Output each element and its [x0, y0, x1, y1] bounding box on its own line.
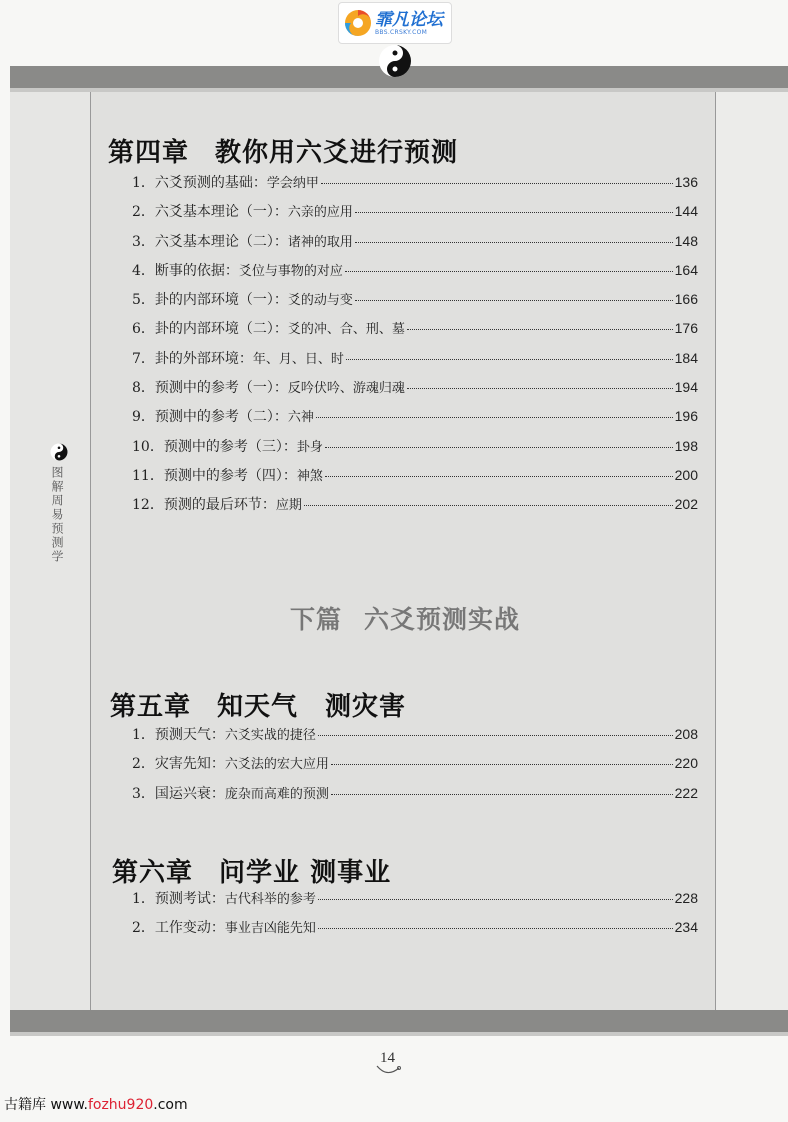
- toc-entry-heading: 预测中的参考（四）：: [163, 467, 297, 484]
- toc-entry-page: 166: [674, 291, 698, 308]
- toc-entry: [132, 917, 698, 946]
- dot-leader: [318, 899, 673, 900]
- toc-entry-number: 3．: [132, 233, 155, 250]
- part-title: 六爻预测实战: [364, 605, 521, 634]
- toc-entry-number: 2．: [132, 920, 155, 937]
- toc-entry-subtitle: 反吟伏吟、游魂归魂: [287, 381, 405, 397]
- toc-entry-page: 164: [674, 261, 698, 278]
- toc-entry-number: 6．: [132, 321, 155, 338]
- toc-entry-page: 144: [674, 203, 698, 220]
- toc-entry-number: 2．: [132, 204, 155, 221]
- toc-entry-heading: 卦的内部环境（二）：: [154, 321, 288, 338]
- toc-entry-page: 136: [674, 174, 698, 190]
- bottom-band: [10, 1010, 788, 1032]
- chapter-number: 第六章: [112, 858, 194, 888]
- toc-entry-heading: 卦的外部环境：: [154, 350, 253, 367]
- dot-leader: [316, 417, 673, 418]
- toc-entry-subtitle: 六爻法的宏大应用: [224, 757, 329, 773]
- dot-leader: [407, 329, 673, 330]
- dot-leader: [346, 359, 673, 360]
- toc-entry: [132, 753, 698, 782]
- toc-entry: [132, 377, 698, 406]
- toc-entry-number: 3．: [132, 785, 155, 802]
- page-curl-ornament-icon: [375, 1060, 405, 1080]
- toc-entry: [132, 465, 698, 494]
- toc-entry-heading: 预测中的参考（二）：: [154, 409, 288, 426]
- toc-entry-page: 228: [674, 890, 698, 906]
- toc-entry: [132, 201, 698, 230]
- toc-entry-heading: 国运兴衰：: [154, 785, 225, 802]
- dot-leader: [318, 928, 673, 929]
- toc-entry-heading: 工作变动：: [154, 920, 225, 937]
- toc-entry-page: 200: [674, 466, 698, 483]
- toc-entry-page: 176: [674, 320, 698, 337]
- chapter-4-heading: [108, 132, 458, 169]
- toc-entry-subtitle: 爻位与事物的对应: [238, 263, 343, 279]
- part-number: 下篇: [290, 605, 343, 634]
- logo-title: 霏凡论坛: [375, 9, 443, 30]
- toc-entry-number: 1．: [132, 727, 155, 743]
- dot-leader: [355, 300, 673, 301]
- toc-entry-number: 10．: [132, 438, 164, 455]
- toc-entry-subtitle: 六亲的应用: [287, 205, 353, 221]
- toc-entry-heading: 预测考试：: [154, 891, 225, 907]
- toc-entry-number: 9．: [132, 409, 155, 426]
- toc-entry-number: 12．: [132, 497, 164, 514]
- toc-entry-heading: 预测中的参考（一）：: [154, 380, 288, 397]
- dot-leader: [331, 794, 673, 795]
- toc-entry-page: 194: [674, 379, 698, 396]
- forum-logo: [338, 2, 452, 44]
- chapter-title: 知天气 测灾害: [217, 692, 407, 722]
- chapter-5-toc: [132, 724, 698, 812]
- part-heading: [290, 600, 520, 636]
- chapter-6-heading: [112, 852, 391, 889]
- chapter-title: 问学业 测事业: [219, 858, 392, 888]
- toc-entry-subtitle: 神煞: [296, 468, 323, 484]
- sidebar-yin-yang-icon: [50, 443, 68, 461]
- yin-yang-icon: [378, 44, 412, 78]
- toc-entry: [132, 318, 698, 347]
- toc-entry: [132, 436, 698, 465]
- dot-leader: [355, 212, 673, 213]
- dot-leader: [355, 242, 673, 243]
- footer-highlight: fozhu920: [87, 1097, 154, 1113]
- toc-entry-page: 202: [674, 496, 698, 513]
- toc-entry: [132, 260, 698, 289]
- toc-entry-heading: 预测中的参考（三）：: [163, 438, 297, 455]
- dot-leader: [325, 476, 673, 477]
- chapter-number: 第四章: [108, 138, 190, 168]
- toc-entry-subtitle: 卦身: [296, 439, 323, 455]
- chapter-6-toc: [132, 888, 698, 947]
- toc-entry-subtitle: 六神: [287, 410, 314, 426]
- toc-entry-subtitle: 爻的冲、合、刑、墓: [287, 322, 405, 338]
- page-number: 14: [380, 1050, 395, 1066]
- swirl-logo-icon: [343, 8, 373, 38]
- toc-entry-heading: 六爻基本理论（二）：: [154, 233, 288, 250]
- toc-entry-heading: 卦的内部环境（一）：: [154, 292, 288, 309]
- toc-entry: [132, 231, 698, 260]
- toc-entry-subtitle: 六爻实战的捷径: [224, 728, 316, 743]
- toc-entry: [132, 724, 698, 753]
- chapter-4-toc: [132, 172, 698, 524]
- toc-entry-number: 8．: [132, 380, 155, 397]
- footer-prefix: 古籍库 www.: [4, 1097, 88, 1113]
- toc-entry: [132, 348, 698, 377]
- dot-leader: [325, 447, 673, 448]
- toc-entry-page: 196: [674, 408, 698, 425]
- logo-url: BBS.CRSKY.COM: [375, 28, 428, 36]
- toc-entry-subtitle: 事业吉凶能先知: [224, 921, 316, 937]
- chapter-number: 第五章: [110, 692, 192, 722]
- toc-entry-number: 11．: [132, 467, 164, 484]
- dot-leader: [331, 764, 673, 765]
- dot-leader: [407, 388, 673, 389]
- toc-entry: [132, 289, 698, 318]
- toc-entry-subtitle: 学会纳甲: [266, 176, 319, 191]
- toc-entry-page: 220: [674, 755, 698, 772]
- dot-leader: [304, 505, 673, 506]
- toc-entry-number: 1．: [132, 175, 155, 191]
- dot-leader: [318, 735, 673, 736]
- toc-entry-subtitle: 年、月、日、时: [252, 351, 344, 367]
- toc-entry-number: 1．: [132, 891, 155, 907]
- toc-entry-subtitle: 诸神的取用: [287, 234, 353, 250]
- toc-entry-heading: 预测天气：: [154, 727, 225, 743]
- toc-entry-number: 4．: [132, 262, 155, 279]
- chapter-5-heading: [110, 686, 406, 723]
- toc-entry-number: 5．: [132, 292, 155, 309]
- toc-entry-page: 234: [674, 919, 698, 936]
- toc-entry: [132, 494, 698, 523]
- footer-watermark: [4, 1094, 188, 1114]
- toc-entry-heading: 灾害先知：: [154, 756, 225, 773]
- toc-entry: [132, 172, 698, 201]
- toc-entry-page: 148: [674, 232, 698, 249]
- toc-entry-page: 184: [674, 349, 698, 366]
- toc-entry-page: 222: [674, 784, 698, 801]
- toc-entry-subtitle: 爻的动与变: [287, 293, 353, 309]
- toc-entry-page: 208: [674, 726, 698, 742]
- toc-entry-subtitle: 应期: [275, 498, 302, 514]
- right-margin: [714, 92, 788, 1010]
- toc-entry-subtitle: 庞杂而高难的预测: [224, 786, 329, 802]
- toc-entry-heading: 预测的最后环节：: [163, 497, 276, 514]
- dot-leader: [321, 183, 673, 184]
- sidebar-book-title: 图解周易预测学: [50, 466, 64, 564]
- chapter-title: 教你用六爻进行预测: [215, 138, 459, 168]
- toc-entry-page: 198: [674, 437, 698, 454]
- bottom-band-edge: [10, 1032, 788, 1036]
- toc-entry-subtitle: 古代科举的参考: [224, 892, 316, 907]
- toc-entry-heading: 六爻基本理论（一）：: [154, 204, 288, 221]
- footer-suffix: .com: [153, 1097, 188, 1113]
- dot-leader: [345, 271, 673, 272]
- toc-entry: [132, 406, 698, 435]
- toc-entry-heading: 六爻预测的基础：: [154, 175, 267, 191]
- toc-entry: [132, 888, 698, 917]
- toc-entry-number: 2．: [132, 756, 155, 773]
- toc-entry-number: 7．: [132, 350, 155, 367]
- toc-entry-heading: 断事的依据：: [154, 262, 239, 279]
- toc-entry: [132, 783, 698, 812]
